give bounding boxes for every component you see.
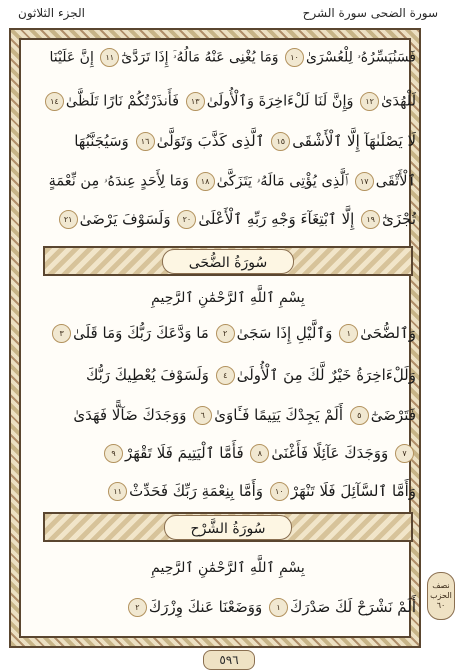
verse-text: لَا يَصْلَىٰهَآ إِلَّا ٱلْأَشْقَى١٥ ٱلَّذِى كَذَّبَ وَتَوَلَّىٰ١٦ وَسَيُجَنَّبُهَا: [74, 131, 416, 150]
verse-text: وَٱلضُّحَىٰ١ وَٱلَّيْلِ إِذَا سَجَىٰ٢ مَا وَدَّعَكَ رَبُّكَ وَمَا قَلَىٰ٣: [50, 324, 416, 343]
ayah-number-marker: ١٤: [45, 92, 64, 111]
ayah-number-marker: ١: [339, 324, 358, 343]
quran-line-10: [40, 478, 416, 504]
ayah-number-marker: ٢١: [59, 210, 78, 229]
ayah-number-marker: ٣: [52, 324, 71, 343]
ayah-number-marker: ٦: [193, 406, 212, 425]
ayah-number-marker: ٢٠: [177, 210, 196, 229]
verse-text: ٱلْأَتْقَى١٧ ٱلَّذِى يُؤْتِى مَالَهُۥ يَتَزَكَّىٰ١٨ وَمَا لِأَحَدٍ عِندَهُۥ مِن نِّعْمَةٍ: [48, 173, 416, 189]
hizb-marker-text: نصف: [432, 581, 450, 590]
ayah-number-marker: ١٨: [196, 172, 215, 191]
ayah-number-marker: ١٣: [186, 92, 205, 111]
quran-line-3: [40, 128, 416, 154]
surah-title-banner: [43, 246, 413, 276]
ayah-number-marker: ٧: [395, 444, 414, 463]
ayah-number-marker: ١٥: [271, 132, 290, 151]
ayah-number-marker: ١٠: [285, 48, 304, 67]
quran-line-2: [40, 88, 416, 114]
ayah-number-marker: ١٠: [270, 482, 289, 501]
ayah-number-marker: ١: [269, 598, 288, 617]
page-number: ٥٩٦: [219, 653, 239, 667]
verse-text: فَسَنُيَسِّرُهُۥ لِلْعُسْرَىٰ١٠ وَمَا يُغْنِى عَنْهُ مَالُهُۥٓ إِذَا تَرَدَّىٰٓ١١ إِنَّ عَلَيْنَا: [49, 49, 416, 65]
ayah-number-marker: ١١: [108, 482, 127, 501]
quran-line-1: [40, 44, 416, 70]
quran-line-5: [40, 206, 416, 232]
ayah-number-marker: ٥: [350, 406, 369, 425]
ayah-number-marker: ٢: [128, 598, 147, 617]
surah-title: سُورَةُ الضُّحَى: [188, 254, 268, 271]
basmala: بِسْمِ ٱللَّهِ ٱلرَّحْمَٰنِ ٱلرَّحِيمِ: [151, 560, 305, 576]
hizb-marker-text: الحزب: [430, 591, 452, 600]
ayah-number-marker: ١٦: [136, 132, 155, 151]
surah-title-plate: [162, 249, 295, 274]
verse-text: وَلَلْءَاخِرَةُ خَيْرٌ لَّكَ مِنَ ٱلْأُولَىٰ٤ وَلَسَوْفَ يُعْطِيكَ رَبُّكَ: [85, 365, 416, 384]
surah-title-plate: [164, 515, 293, 540]
quran-line-6: [40, 320, 416, 346]
quran-line-8: [40, 402, 416, 428]
hizb-marker-text: ٦٠: [436, 601, 446, 610]
verse-text: لَلْهُدَىٰ١٢ وَإِنَّ لَنَا لَلْءَاخِرَةَ وَٱلْأُولَىٰ١٣ فَأَنذَرْتُكُمْ نَارًا تَلَظَّىٰ١٤: [43, 92, 416, 111]
quran-line-7: [40, 362, 416, 388]
header-surah-names: سورة الضحى سورة الشرح: [302, 6, 438, 20]
ayah-number-marker: ٨: [250, 444, 269, 463]
verse-text: ٧ وَوَجَدَكَ عَآئِلًا فَأَغْنَىٰ٨ فَأَمَّا ٱلْيَتِيمَ فَلَا تَقْهَرْ٩: [102, 444, 416, 463]
surah-title-banner: [43, 512, 413, 542]
hizb-marker: [427, 572, 455, 620]
quran-line-9: [40, 440, 416, 466]
surah-title: سُورَةُ الشَّرْح: [190, 520, 266, 537]
ayah-number-marker: ١٧: [355, 172, 374, 191]
page-number-badge: [203, 650, 255, 670]
ayah-number-marker: ٩: [104, 444, 123, 463]
ayah-number-marker: ١٩: [361, 210, 380, 229]
ayah-number-marker: ٤: [216, 366, 235, 385]
page-header: [0, 0, 456, 30]
ayah-number-marker: ١٢: [360, 92, 379, 111]
ayah-number-marker: ١١: [100, 48, 119, 67]
quran-line-4: [40, 168, 416, 194]
quran-line-11: [40, 594, 416, 620]
verse-text: أَلَمْ نَشْرَحْ لَكَ صَدْرَكَ١ وَوَضَعْنَا عَنكَ وِزْرَكَ٢: [126, 598, 416, 617]
ayah-number-marker: ٢: [216, 324, 235, 343]
verse-text: تُجْزَىٰٓ١٩ إِلَّا ٱبْتِغَآءَ وَجْهِ رَبِّهِ ٱلْأَعْلَىٰ٢٠ وَلَسَوْفَ يَرْضَىٰ٢١: [57, 210, 416, 229]
header-juz-name: الجزء الثلاثون: [18, 6, 85, 20]
basmala: بِسْمِ ٱللَّهِ ٱلرَّحْمَٰنِ ٱلرَّحِيمِ: [151, 290, 305, 306]
verse-text: وَأَمَّا ٱلسَّآئِلَ فَلَا تَنْهَرْ١٠ وَأَمَّا بِنِعْمَةِ رَبِّكَ فَحَدِّثْ١١: [106, 482, 416, 501]
verse-text: فَتَرْضَىٰٓ٥ أَلَمْ يَجِدْكَ يَتِيمًا فَـَٔاوَىٰ٦ وَوَجَدَكَ ضَآلًّا فَهَدَىٰ: [73, 405, 416, 424]
